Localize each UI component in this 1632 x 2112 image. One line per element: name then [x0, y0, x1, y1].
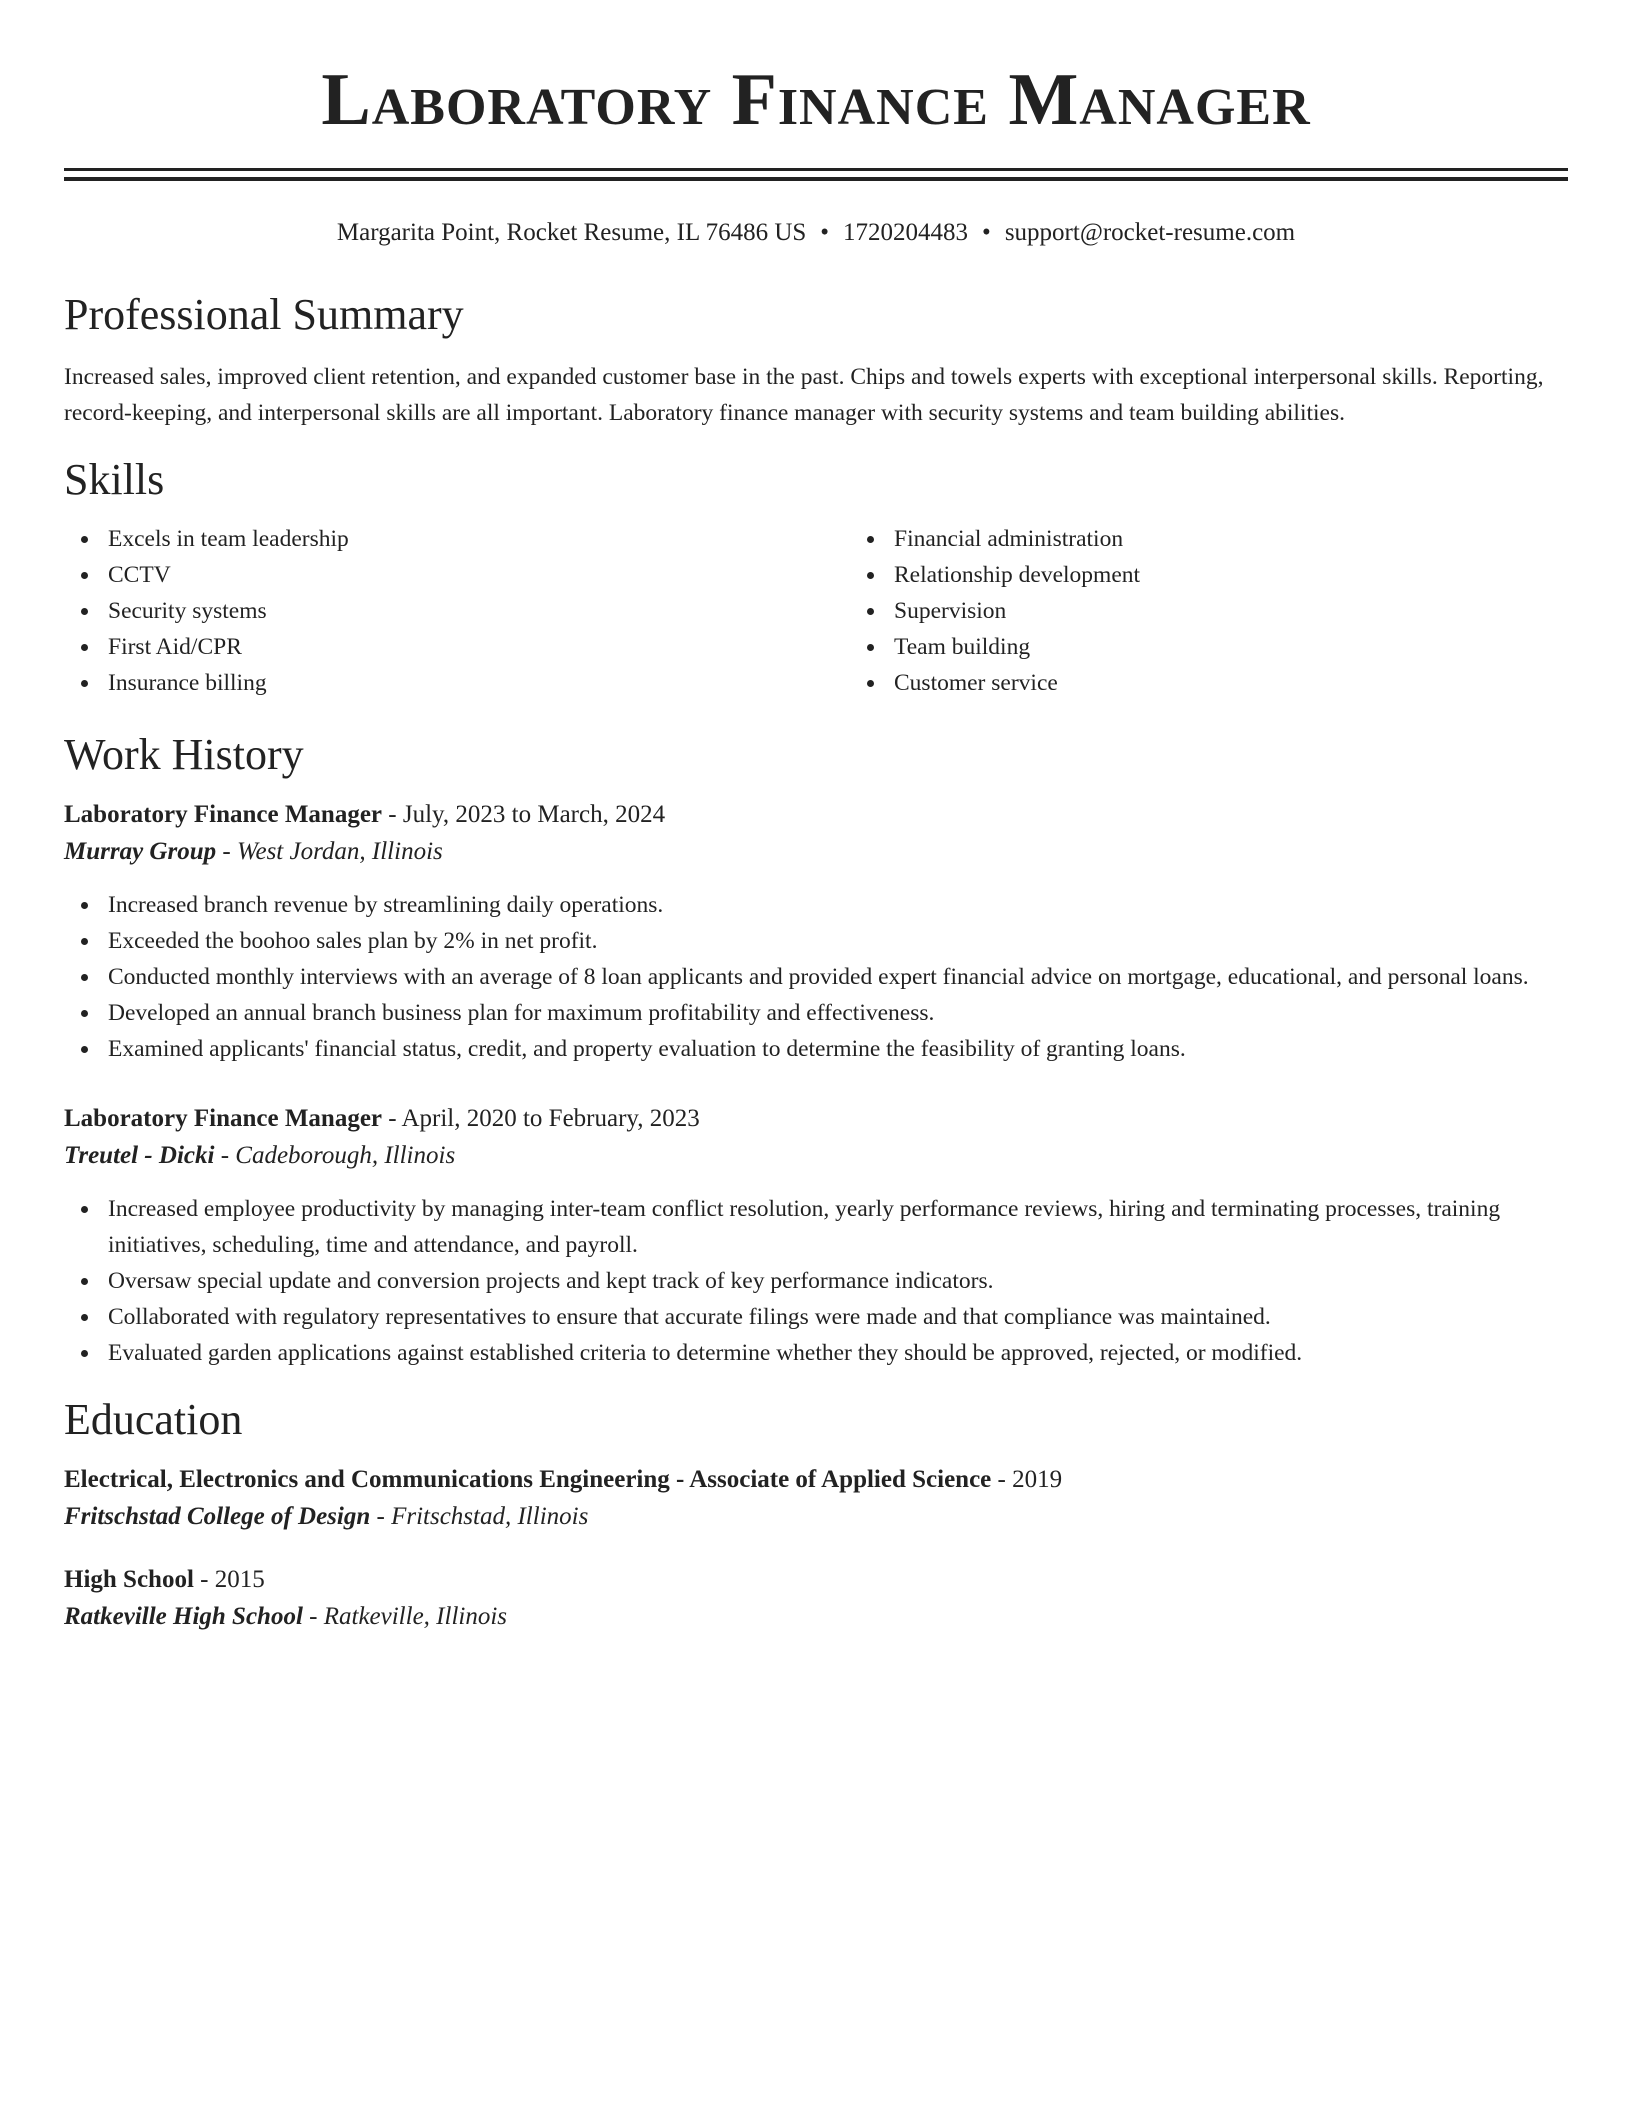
- summary-text: Increased sales, improved client retention, and expanded customer base in the past. Chips and towels experts with exceptional interpersonal skills. Reporting, record-keeping, and interpersonal skills are all important. Laboratory finance manager with security systems and team building abilities.: [64, 364, 1544, 426]
- job-duties: [64, 1191, 1568, 1371]
- job-duty-item: Evaluated garden applications against established criteria to determine whether they should be approved, rejected, or modified.: [108, 1335, 1568, 1371]
- job-location: West Jordan, Illinois: [236, 838, 443, 865]
- job-duty-item: Increased branch revenue by streamlining daily operations.: [108, 887, 1568, 923]
- skill-item: Customer service: [894, 665, 1632, 701]
- job-header: [64, 1101, 1568, 1137]
- job-company: Murray Group: [64, 838, 217, 865]
- job-company: Treutel - Dicki: [64, 1142, 215, 1169]
- job-dash: -: [216, 838, 237, 865]
- summary-heading: Professional Summary: [64, 290, 464, 339]
- education-location: Fritschstad, Illinois: [391, 1503, 589, 1530]
- skill-item: Security systems: [108, 593, 850, 629]
- contact-address: Margarita Point, Rocket Resume, IL 76486 US: [336, 219, 807, 246]
- education-degree: High School: [64, 1566, 194, 1593]
- education-year: 2019: [1012, 1466, 1063, 1493]
- work-history-section: [64, 729, 1568, 1371]
- education-heading: Education: [64, 1395, 243, 1444]
- education-institution: [64, 1598, 1568, 1636]
- skill-item: Financial administration: [894, 521, 1632, 557]
- contact-email[interactable]: support@rocket-resume.com: [1004, 219, 1296, 246]
- job-entry: [64, 797, 1568, 1067]
- skills-heading: Skills: [64, 455, 165, 504]
- job-duties: [64, 887, 1568, 1067]
- skill-item: First Aid/CPR: [108, 629, 850, 665]
- job-duty-item: Oversaw special update and conversion projects and kept track of key performance indicators.: [108, 1263, 1568, 1299]
- job-dash: -: [214, 1142, 236, 1169]
- skill-item: Supervision: [894, 593, 1632, 629]
- job-duty-item: Conducted monthly interviews with an average of 8 loan applicants and provided expert financial advice on mortgage, educational, and personal loans.: [108, 959, 1568, 995]
- title-divider-top: [64, 168, 1568, 171]
- education-institution: [64, 1498, 1568, 1536]
- resume-title: Laboratory Finance Manager: [321, 59, 1311, 141]
- job-dates: April, 2020 to February, 2023: [401, 1105, 700, 1132]
- job-header: [64, 797, 1568, 833]
- job-employer: [64, 1137, 1568, 1175]
- contact-separator: •: [820, 219, 830, 246]
- skill-item: Relationship development: [894, 557, 1632, 593]
- skill-item: Insurance billing: [108, 665, 850, 701]
- skills-columns: [64, 521, 1568, 701]
- education-header: [64, 1562, 1568, 1598]
- skills-list-right: [850, 521, 1632, 701]
- skill-item: CCTV: [108, 557, 850, 593]
- skill-item: Team building: [894, 629, 1632, 665]
- education-year: 2015: [214, 1566, 265, 1593]
- education-school: Ratkeville High School: [64, 1603, 303, 1630]
- education-location: Ratkeville, Illinois: [323, 1603, 508, 1630]
- skills-list-left: [64, 521, 850, 701]
- job-title: Laboratory Finance Manager: [64, 1105, 383, 1132]
- title-divider-bottom: [64, 177, 1568, 181]
- skill-item: Excels in team leadership: [108, 521, 850, 557]
- education-entry: [64, 1562, 1568, 1636]
- job-dash: -: [382, 801, 403, 828]
- education-dash: -: [193, 1566, 215, 1593]
- education-dash: -: [991, 1466, 1013, 1493]
- job-dates: July, 2023 to March, 2024: [402, 801, 666, 828]
- job-dash: -: [382, 1105, 402, 1132]
- summary-section: [64, 289, 1568, 431]
- job-duty-item: Exceeded the boohoo sales plan by 2% in net profit.: [108, 923, 1568, 959]
- education-dash: -: [370, 1503, 392, 1530]
- job-duty-item: Developed an annual branch business plan for maximum profitability and effectiveness.: [108, 995, 1568, 1031]
- education-section: [64, 1394, 1568, 1636]
- job-duty-item: Collaborated with regulatory representatives to ensure that accurate filings were made and that compliance was maintained.: [108, 1299, 1568, 1335]
- education-school: Fritschstad College of Design: [64, 1503, 371, 1530]
- contact-phone[interactable]: 1720204483: [843, 219, 969, 246]
- skills-section: [64, 454, 1568, 701]
- education-entry: [64, 1462, 1568, 1536]
- job-entry: [64, 1101, 1568, 1371]
- work-history-heading: Work History: [64, 730, 304, 779]
- job-employer: [64, 833, 1568, 871]
- education-header: [64, 1462, 1568, 1498]
- job-location: Cadeborough, Illinois: [235, 1142, 456, 1169]
- contact-separator: •: [982, 219, 991, 246]
- contact-line: [64, 217, 1568, 249]
- job-duty-item: Examined applicants' financial status, credit, and property evaluation to determine the feasibility of granting loans.: [108, 1031, 1568, 1067]
- education-degree: Electrical, Electronics and Communications Engineering - Associate of Applied Science: [64, 1466, 992, 1493]
- job-title: Laboratory Finance Manager: [64, 801, 383, 828]
- job-duty-item: Increased employee productivity by managing inter-team conflict resolution, yearly performance reviews, hiring and terminating processes, training initiatives, scheduling, time and attendance, and payroll.: [108, 1191, 1568, 1263]
- education-dash: -: [302, 1603, 324, 1630]
